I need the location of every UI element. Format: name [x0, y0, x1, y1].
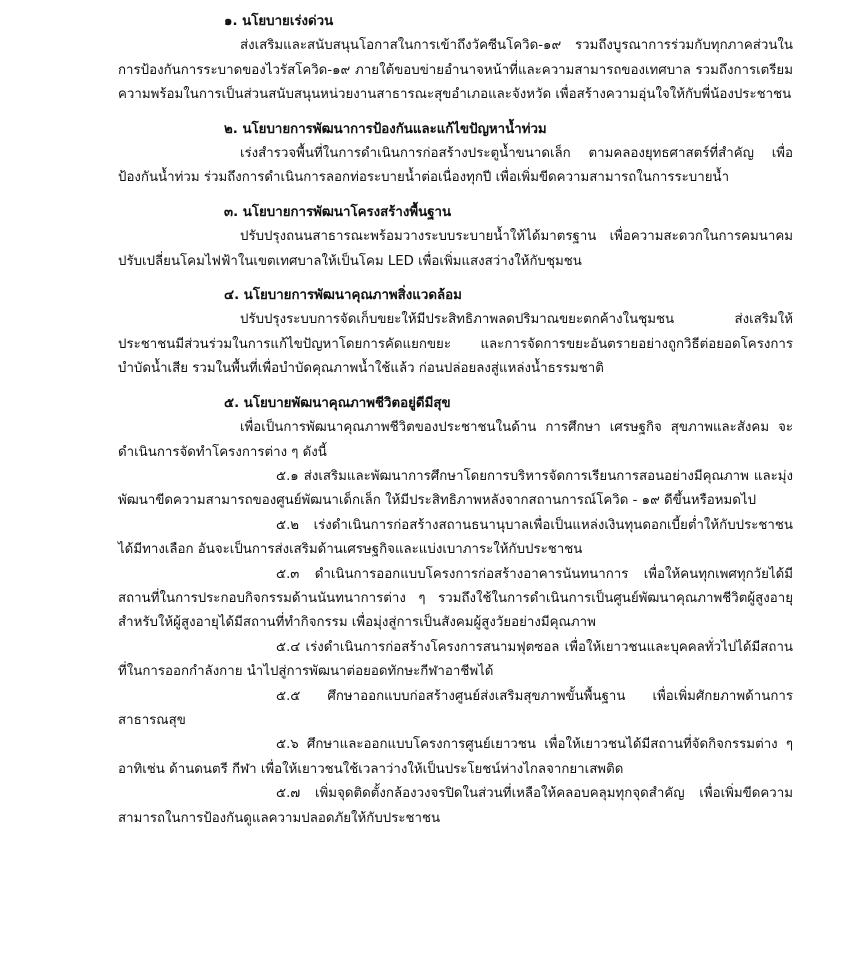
section-5-subitem: ๕.๑ ส่งเสริมและพัฒนาการศึกษาโดยการบริหารจัดการเรียนการสอนอย่างมีคุณภาพ และมุ่งพัฒนาขีดความสามารถของศูนย์พัฒนาเด็กเล็ก ให้มีประสิทธิภาพหลังจากสถานการณ์โควิด - ๑๙ ดีขึ้นหรือหมดไป — [118, 468, 793, 509]
section-4-heading: ๔. นโยบายการพัฒนาคุณภาพสิ่งแวดล้อม — [224, 288, 462, 304]
section-4-paragraph: ปรับปรุงระบบการจัดเก็บขยะให้มีประสิทธิภาพลดปริมาณขยะตกค้างในชุมชน ส่งเสริมให้ประชาชนมีส่วนร่วมในการแก้ไขปัญหาโดยการคัดแยกขยะ และการจัดการขยะอันตรายอย่างถูกวิธีต่อยอดโครงการบำบัดน้ำเสีย รวมในพื้นที่เพื่อบำบัดคุณภาพน้ำใช้แล้ว ก่อนปล่อยลงสู่แหล่งน้ำธรรมชาติ — [118, 312, 793, 377]
section-5-subitem: ๕.๕ ศึกษาออกแบบก่อสร้างศูนย์ส่งเสริมสุขภาพขั้นพื้นฐาน เพื่อเพิ่มศักยภาพด้านการสาธารณสุข — [118, 688, 793, 728]
section-5-subitem: ๕.๖ ศึกษาและออกแบบโครงการศูนย์เยาวชน เพื่อให้เยาวชนได้มีสถานที่จัดกิจกรรมต่าง ๆ อาทิเช่น ด้านดนตรี กีฬา เพื่อให้เยาวชนใช้เวลาว่างให้เป็นประโยชน์ห่างไกลจากยาเสพติด — [118, 737, 793, 777]
section-3-paragraph: ปรับปรุงถนนสาธารณะพร้อมวางระบบระบายน้ำให้ได้มาตรฐาน เพื่อความสะดวกในการคมนาคม ปรับเปลี่ยนโคมไฟฟ้าในเขตเทศบาลให้เป็นโคม LED เพื่อเพิ่มแสงสว่างให้กับชุมชน — [118, 229, 793, 269]
section-5-paragraph: เพื่อเป็นการพัฒนาคุณภาพชีวิตของประชาชนในด้าน การศึกษา เศรษฐกิจ สุขภาพและสังคม จะดำเนินการจัดทำโครงการต่าง ๆ ดังนี้ — [118, 420, 793, 460]
section-1-heading: ๑. นโยบายเร่งด่วน — [224, 14, 334, 29]
section-1-paragraph: ส่งเสริมและสนับสนุนโอกาสในการเข้าถึงวัคซีนโควิด-๑๙ รวมถึงบูรณาการร่วมกับทุกภาคส่วนในการป้องกันการระบาดของไวรัสโควิด-๑๙ ภายใต้ขอบข่ายอำนาจหน้าที่และความสามารถของเทศบาล รวมถึงการเตรียมความพร้อมในการเป็นส่วนสนับสนุนหน่วยงานสาธารณะสุขอำเภอและจังหวัด เพื่อสร้างความอุ่นใจให้กับพี่น้องประชาชน — [118, 38, 793, 103]
section-5-subitem: ๕.๒ เร่งดำเนินการก่อสร้างสถานธนานุบาลเพื่อเป็นแหล่งเงินทุนดอกเบี้ยต่ำให้กับประชาชนได้มีทางเลือก อันจะเป็นการส่งเสริมด้านเศรษฐกิจและแบ่งเบาภาระให้กับประชาชน — [118, 517, 793, 558]
section-5-subitem: ๕.๔ เร่งดำเนินการก่อสร้างโครงการสนามฟุตซอล เพื่อให้เยาวชนและบุคคลทั่วไปได้มีสถานที่ในการออกกำลังกาย นำไปสู่การพัฒนาต่อยอดทักษะกีฬาอาชีพได้ — [118, 639, 793, 680]
section-2-paragraph: เร่งสำรวจพื้นที่ในการดำเนินการก่อสร้างประตูน้ำขนาดเล็ก ตามคลองยุทธศาสตร์ที่สำคัญ เพื่อป้องกันน้ำท่วม ร่วมถึงการดำเนินการลอกท่อระบายน้ำต่อเนื่องทุกปี เพื่อเพิ่มขีดความสามารถในการระบายน้ำ — [118, 146, 793, 186]
section-5-subitem: ๕.๓ ดำเนินการออกแบบโครงการก่อสร้างอาคารนันทนาการ เพื่อให้คนทุกเพศทุกวัยได้มีสถานที่ในการประกอบกิจกรรมด้านนันทนาการต่าง ๆ รวมถึงใช้ในการดำเนินการเป็นศูนย์พัฒนาคุณภาพชีวิตผู้สูงอายุ สำหรับให้ผู้สูงอายุได้มีสถานที่ทำกิจกรรม เพื่อมุ่งสู่การเป็นสังคมผู้สูงวัยอย่างมีคุณภาพ — [118, 566, 793, 631]
section-5-subitem: ๕.๗ เพิ่มจุดติดตั้งกล้องวงจรปิดในส่วนที่เหลือให้คลอบคลุมทุกจุดสำคัญ เพื่อเพิ่มขีดความสามารถในการป้องกันดูแลความปลอดภัยให้กับประชาชน — [118, 786, 793, 826]
section-3-heading: ๓. นโยบายการพัฒนาโครงสร้างพื้นฐาน — [224, 204, 452, 220]
section-2-heading: ๒. นโยบายการพัฒนาการป้องกันและแก้ไขปัญหาน้ำท่วม — [224, 121, 547, 137]
section-5-heading: ๕. นโยบายพัฒนาคุณภาพชีวิตอยู่ดีมีสุข — [224, 395, 451, 411]
